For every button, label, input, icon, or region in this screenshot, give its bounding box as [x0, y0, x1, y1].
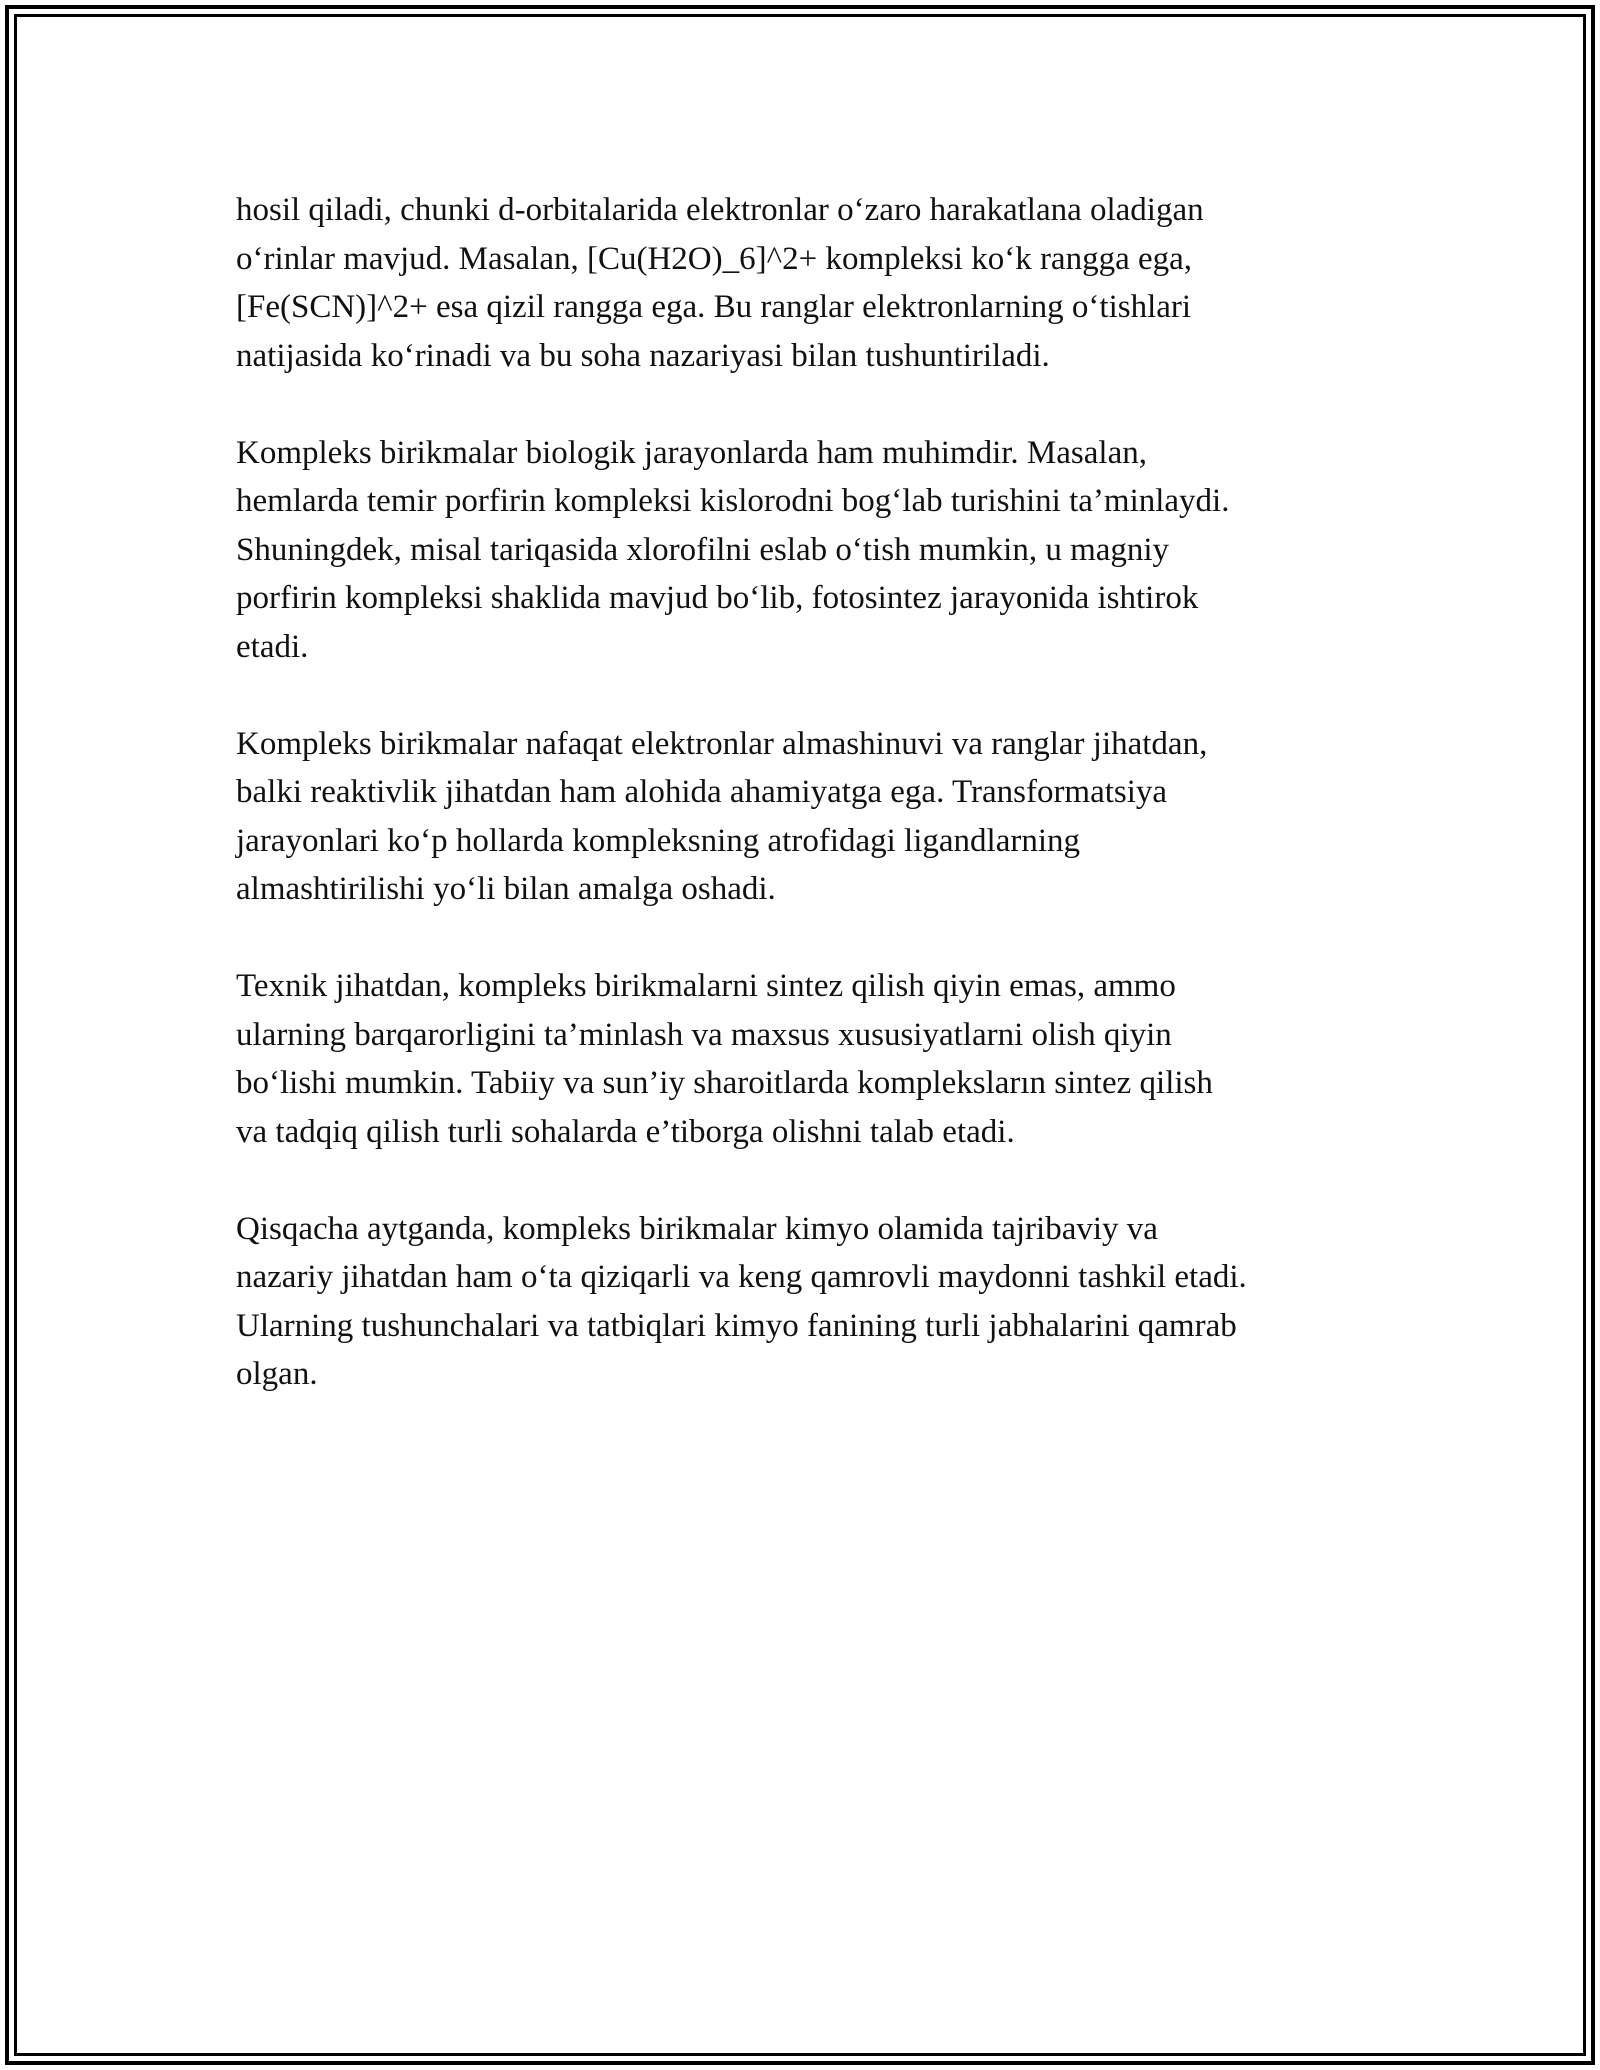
- text-line: hosil qiladi, chunki d-orbitalarida elektronlar oʻzaro harakatlana oladigan: [236, 192, 1204, 228]
- paragraph-1: [236, 186, 1376, 380]
- paragraph-3: [236, 720, 1376, 914]
- paragraph-5: [236, 1205, 1376, 1399]
- text-line: balki reaktivlik jihatdan ham alohida ahamiyatga ega. Transformatsiya: [236, 774, 1168, 810]
- text-line: Ularning tushunchalari va tatbiqlari kimyo fanining turli jabhalarini qamrab: [236, 1307, 1237, 1344]
- text-line: hemlarda temir porfirin kompleksi kislorodni bogʻlab turishini ta’minlaydi.: [236, 483, 1230, 519]
- text-line: jarayonlari koʻp hollarda kompleksning atrofidagi ligandlarning: [236, 822, 1081, 859]
- text-line: Kompleks birikmalar biologik jarayonlarda ham muhimdir. Masalan,: [236, 434, 1147, 471]
- text-line: porfirin kompleksi shaklida mavjud boʻlib, fotosintez jarayonida ishtirok: [236, 580, 1199, 616]
- text-line: nazariy jihatdan ham oʻta qiziqarli va keng qamrovli maydonni tashkil etadi.: [236, 1259, 1247, 1295]
- text-line: olgan.: [236, 1356, 318, 1392]
- text-line: boʻlishi mumkin. Tabiiy va sun’iy sharoitlarda kompleksların sintez qilish: [236, 1065, 1213, 1101]
- text-line: Shuningdek, misal tariqasida xlorofilni eslab oʻtish mumkin, u magniy: [236, 531, 1170, 568]
- text-line: Qisqacha aytganda, kompleks birikmalar kimyo olamida tajribaviy va: [236, 1210, 1158, 1247]
- text-line: va tadqiq qilish turli sohalarda e’tiborga olishni talab etadi.: [236, 1113, 1015, 1150]
- text-line: Kompleks birikmalar nafaqat elektronlar almashinuvi va ranglar jihatdan,: [236, 725, 1208, 762]
- text-line: oʻrinlar mavjud. Masalan, [Cu(H2O)_6]^2+ kompleksi koʻk rangga ega,: [236, 240, 1193, 277]
- document-body: [236, 186, 1376, 1447]
- paragraph-4: [236, 962, 1376, 1156]
- text-line: Texnik jihatdan, kompleks birikmalarni sintez qilish qiyin emas, ammo: [236, 968, 1176, 1004]
- paragraph-2: [236, 429, 1376, 672]
- text-line: etadi.: [236, 628, 309, 665]
- text-line: [Fe(SCN)]^2+ esa qizil rangga ega. Bu ranglar elektronlarning oʻtishlari: [236, 289, 1192, 325]
- text-line: natijasida koʻrinadi va bu soha nazariyasi bilan tushuntiriladi.: [236, 337, 1050, 374]
- text-line: ularning barqarorligini ta’minlash va maxsus xususiyatlarni olish qiyin: [236, 1016, 1172, 1053]
- text-line: almashtirilishi yoʻli bilan amalga oshadi.: [236, 871, 776, 907]
